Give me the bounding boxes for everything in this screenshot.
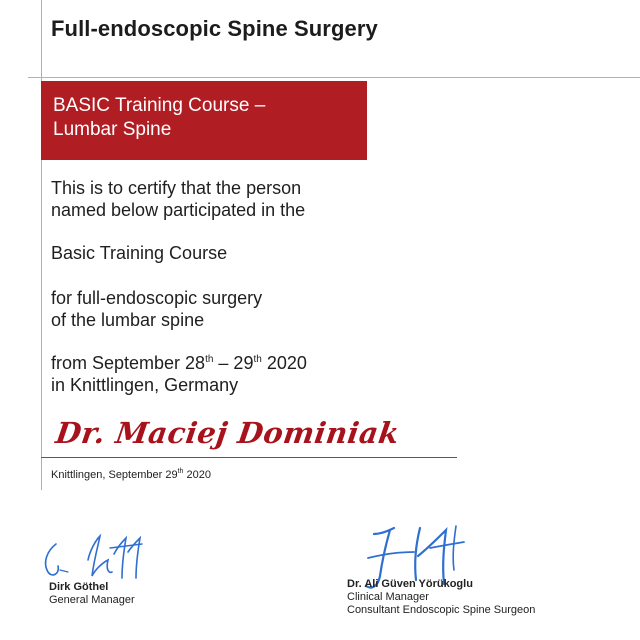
signatory-2-title: Clinical Manager [347,591,429,603]
participant-name: Dr. Maciej Dominiak [53,416,402,450]
signature-1-scribble [38,530,148,588]
signatory-2 [347,578,535,617]
certify-line-2: named below participated in the [51,200,306,220]
signatory-1-title: General Manager [49,594,135,606]
dates-sup-1: th [205,354,214,365]
certify-line-1: This is to certify that the person [51,178,302,198]
certificate-title: Full-endoscopic Spine Surgery [51,16,378,41]
purpose-line-1: for full-endoscopic surgery [51,288,263,308]
purpose-line-2: of the lumbar spine [51,310,205,330]
course-name: Basic Training Course [51,243,228,263]
dates-sup-2: th [253,354,262,365]
signatory-2-title-2: Consultant Endoscopic Spine Surgeon [347,604,536,616]
course-banner [41,81,367,160]
issue-prefix: Knittlingen, September 29 [51,469,178,481]
dates-mid: – 29 [213,353,254,373]
signatory-1-name: Dirk Göthel [49,581,109,593]
course-dates [51,352,307,374]
course-banner-text [53,94,265,142]
banner-line-2: Lumbar Spine [53,119,172,140]
dates-prefix: from September 28 [51,353,206,373]
issue-place-date [51,469,211,481]
signatory-1 [49,581,135,607]
signatory-2-name: Dr. Ali Güven Yörükoglu [347,578,473,590]
name-underline [41,457,457,458]
course-location: in Knittlingen, Germany [51,375,239,395]
header-rule [28,77,640,78]
issue-sup: th [177,468,184,475]
vertical-rule [41,0,42,490]
banner-line-1: BASIC Training Course – [53,95,266,116]
dates-suffix: 2020 [261,353,307,373]
issue-suffix: 2020 [183,469,211,481]
